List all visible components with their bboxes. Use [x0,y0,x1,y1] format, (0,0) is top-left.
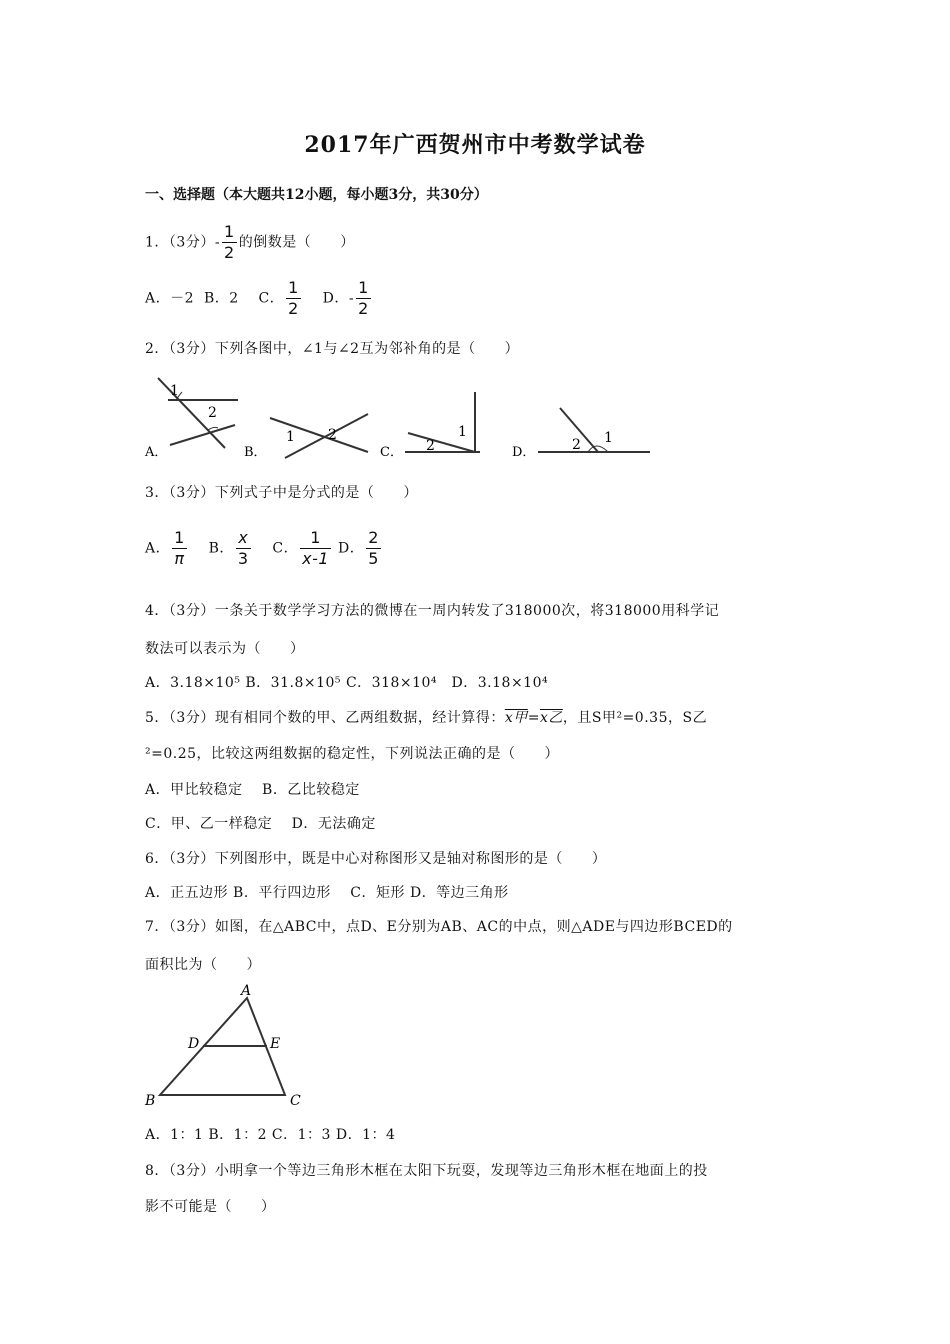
question-2: 2．（3分）下列各图中，∠1与∠2互为邻补角的是（ ） [145,341,520,357]
q3-a-frac [172,528,187,569]
question-1 [145,222,355,263]
q2-figure-d [538,408,650,453]
question-8-line2: 影不可能是（ ） [145,1199,276,1215]
question-3: 3．（3分）下列式子中是分式的是（ ） [145,485,418,501]
q1-suffix: 的倒数是（ ） [238,234,355,251]
q3-a-num: 1 [174,528,185,547]
q1-option-c-frac [286,278,301,319]
q7-label-a: A [241,983,252,999]
q2-label-b: B． [244,445,267,460]
q1-option-d-frac [356,278,371,319]
q2-a-line3 [170,425,235,445]
q2-figure-a [158,378,238,448]
q2-label-c: C． [380,445,403,460]
q1-d-num: 1 [358,278,369,297]
q1-option-b: B．2 [203,290,239,307]
q3-c-den: x-1 [302,549,330,568]
q1-options [145,278,373,319]
q1-option-a: A．－2 [145,290,195,307]
q1-c-num: 1 [288,278,299,297]
q1-frac-num: 1 [224,222,235,241]
q2-c-angle2: 2 [426,438,435,454]
question-4-line1: 4．（3分）一条关于数学学习方法的微博在一周内转发了318000次，将318000用科学记 [145,603,720,619]
q2-b-angle2: 2 [328,427,337,443]
q2-a-angle2: 2 [208,405,217,421]
question-7-line2: 面积比为（ ） [145,957,261,973]
q7-options: A．1：1 B．1：2 C．1：3 D．1：4 [145,1127,396,1143]
q5-mean-yi: x乙 [539,710,563,726]
q3-b-num: x [236,528,251,549]
q2-label-d: D． [512,445,536,460]
question-6: 6．（3分）下列图形中，既是中心对称图形又是轴对称图形的是（ ） [145,851,607,867]
q2-label-a: A． [145,445,168,460]
q2-d-angle1: 1 [604,430,613,446]
q3-option-b: B． [208,540,234,557]
q3-a-den: π [174,549,185,568]
q2-figure-c [405,392,480,454]
question-5-line2: ²=0.25，比较这两组数据的稳定性，下列说法正确的是（ ） [145,746,560,762]
q2-figures [140,370,670,465]
q5-options-row2: C．甲、乙一样稳定 D．无法确定 [145,816,376,832]
q5-options-row1: A．甲比较稳定 B．乙比较稳定 [145,782,360,798]
q2-b-angle1: 1 [286,429,295,445]
q1-option-d: D．- [322,290,355,307]
q1-option-c: C． [258,290,285,307]
q7-triangle-figure [140,980,315,1110]
q5-text-b: ，且S甲²=0.35，S乙 [562,710,708,726]
q3-b-frac [236,528,251,569]
q7-label-c: C [290,1093,301,1109]
q3-option-a: A． [145,540,171,557]
q1-fraction [222,222,237,263]
q2-c-angle1: 1 [458,424,467,440]
question-4-line2: 数法可以表示为（ ） [145,641,305,657]
q7-label-b: B [145,1093,156,1109]
q2-b-line2 [285,414,368,458]
q6-options: A．正五边形 B．平行四边形 C．矩形 D．等边三角形 [145,885,509,901]
q5-mean-jia: x甲 [504,710,528,726]
question-7-line1: 7．（3分）如图，在△ABC中，点D、E分别为AB、AC的中点，则△ADE与四边形BCED的 [145,919,733,935]
q3-d-frac [366,528,381,569]
q2-a-angle1: 1 [170,383,179,399]
question-5-line1 [145,707,707,727]
question-8-line1: 8．（3分）小明拿一个等边三角形木框在太阳下玩耍，发现等边三角形木框在地面上的投 [145,1163,708,1179]
q5-equals: = [527,710,540,726]
q3-d-num: 2 [368,528,379,547]
q7-label-e: E [270,1036,281,1052]
q3-c-frac [300,528,331,569]
q4-options: A．3.18×10⁵ B．31.8×10⁵ C．318×10⁴ D．3.18×10⁴ [145,675,549,691]
q2-b-line1 [270,418,368,452]
page-title: 2017年广西贺州市中考数学试卷 [304,132,646,158]
q3-c-num: 1 [300,528,331,549]
section-heading: 一、选择题（本大题共12小题，每小题3分，共30分） [145,187,488,203]
q1-c-den: 2 [288,299,299,318]
q2-d-angle2: 2 [572,437,581,453]
q2-figure-b [270,414,368,458]
q1-prefix: 1．（3分）- [145,234,221,251]
q3-options [145,528,383,569]
q3-option-c: C． [272,540,299,557]
q2-a-arc2 [208,427,218,430]
q1-d-den: 2 [358,299,369,318]
q3-option-d: D． [338,540,365,557]
q5-text-a: 5．（3分）现有相同个数的甲、乙两组数据，经计算得： [145,710,505,726]
q1-frac-den: 2 [224,243,235,262]
q3-d-den: 5 [368,549,379,568]
q7-label-d: D [188,1036,200,1052]
q3-b-den: 3 [237,549,249,568]
